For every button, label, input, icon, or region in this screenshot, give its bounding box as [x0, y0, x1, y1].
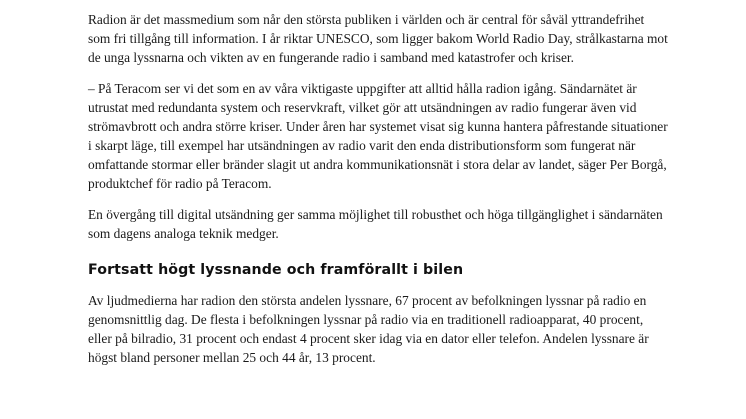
section-heading: Fortsatt högt lyssnande och framförallt i bilen — [88, 262, 464, 278]
paragraph-digital: En övergång till digital utsändning ger samma möjlighet till robusthet och höga tillgänglighet i sändarnäten som dagens analoga teknik medger. — [88, 207, 663, 241]
paragraph-quote: – På Teracom ser vi det som en av våra viktigaste uppgifter att alltid hålla radion igång. Sändarnätet är utrustat med redundanta system och reservkraft, vilket gör att utsändningen av radio fungerar även vid strömavbrott och andra större kriser. Under åren har systemet visat sig kunna hantera påfrestande situationer i skarpt läge, till exempel har utsändningen av radio varit den enda distributionsform som fungerat när omfattande stormar eller bränder slagit ut andra kommunikationsnät i stora delar av landet, säger Per Borgå, produktchef för radio på Teracom. — [88, 81, 668, 191]
paragraph-listening: Av ljudmedierna har radion den största andelen lyssnare, 67 procent av befolkningen lyssnar på radio en genomsnittlig dag. De flesta i befolkningen lyssnar på radio via en traditionell radioapparat, 40 procent, eller på bilradio, 31 procent och endast 4 procent sker idag via en dator eller telefon. Andelen lyssnare är högst bland personer mellan 25 och 44 år, 13 procent. — [88, 293, 649, 365]
paragraph-intro: Radion är det massmedium som når den största publiken i världen och är central för såväl yttrandefrihet som fri tillgång till information. I år riktar UNESCO, som ligger bakom World Radio Day, strålkastarna mot de unga lyssnarna och vikten av en fungerande radio i samband med katastrofer och kriser. — [88, 12, 668, 65]
document-body — [88, 10, 668, 379]
